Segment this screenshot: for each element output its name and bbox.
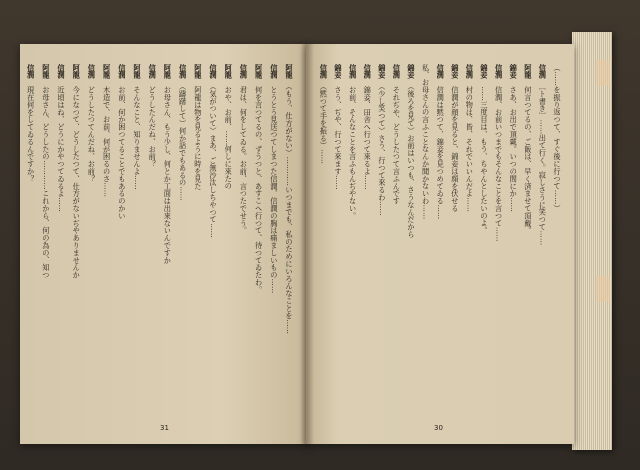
text-column <box>130 64 144 394</box>
speaker-name: 錦妾 <box>377 64 387 79</box>
dialogue-line: ……三度目は、もう、ちやんとしたいのよ。 <box>480 86 489 235</box>
speaker-name: 信潤 <box>465 64 475 79</box>
text-column <box>191 64 205 394</box>
dialogue-line: そんなこと、知りませんよ…… <box>133 86 142 190</box>
speaker-name: 信潤 <box>57 64 66 79</box>
dialogue-line: 錦妾、田舎へ行つて來るよ…… <box>363 86 373 190</box>
text-column <box>54 64 68 394</box>
text-column <box>145 64 159 394</box>
dialogue-line: とうとう見送つてしまつた信潤、信潤の胸は痛ましいもの…… <box>269 86 279 294</box>
text-column <box>115 64 129 394</box>
dialogue-line: さう、ぢや、行つて來ます…… <box>334 86 343 190</box>
dialogue-line: お母さん、もう少し、何とか工面は出來ないんですか <box>163 86 173 264</box>
dialogue-line: どうしたんだね、お前？ <box>148 86 158 168</box>
dialogue-line: （もう、仕方がない）…………いつまでも、私のためにいろんなことを…… <box>285 86 294 335</box>
speaker-name: 信潤 <box>538 64 548 79</box>
dialogue-line: （黙つて手を振る）…… <box>319 86 329 164</box>
dialogue-line: 木造で、お前、何が困るのさ…… <box>102 86 112 198</box>
text-column <box>389 64 403 394</box>
dialogue-line: 〔ト書き〕……出て行く。寂しさうに笑つて…… <box>538 86 548 246</box>
dialogue-line: （……を振り返つて、すぐ後に行つて……） <box>553 64 562 212</box>
dialogue-line: 君は、何をしてゐる。お前、言つたでせう。 <box>239 86 249 235</box>
text-column <box>316 64 330 394</box>
dialogue-line: さあ、お出で頂戴。いつの間にか…… <box>509 86 519 212</box>
speaker-name: 信潤 <box>269 64 279 79</box>
dialogue-line: 村の物は、皆、それでいいんだよ…… <box>465 86 475 212</box>
left-page <box>20 44 310 444</box>
speaker-name: 信潤 <box>392 64 402 79</box>
text-column <box>492 64 506 394</box>
page-edges <box>572 32 612 450</box>
right-page <box>306 44 574 444</box>
text-column <box>39 64 53 394</box>
speaker-name: 信潤 <box>148 64 158 79</box>
dialogue-line: （後ろを見て）お前はいつも、さうなんだから <box>407 86 416 239</box>
speaker-name: 阿龍 <box>193 64 203 79</box>
speaker-name: 信潤 <box>363 64 373 79</box>
text-column <box>267 64 281 394</box>
text-column <box>236 64 250 394</box>
speaker-name: 錦妾 <box>509 64 519 79</box>
text-column <box>448 64 462 394</box>
speaker-name: 信潤 <box>87 64 97 79</box>
speaker-name: 阿龍 <box>41 64 51 79</box>
text-column <box>506 64 520 394</box>
text-column <box>550 64 564 394</box>
text-column <box>69 64 83 394</box>
text-column <box>462 64 476 394</box>
speaker-name: 信潤 <box>209 64 218 79</box>
text-column <box>375 64 389 394</box>
text-column <box>360 64 374 394</box>
speaker-name: 信潤 <box>239 64 249 79</box>
text-column <box>404 64 418 394</box>
dialogue-line: 何を言つてるの、ずうつと、あすこへ行つて、待つてゐたわ。 <box>254 86 264 294</box>
dialogue-line: おや、お前、……何しに來たの <box>224 86 234 190</box>
dialogue-line: 私、お母さんの言ふことなんか聞かないわ…… <box>421 64 431 220</box>
text-column <box>252 64 266 394</box>
text-column <box>282 64 296 394</box>
speaker-name: 信潤 <box>436 64 446 79</box>
text-column <box>419 64 433 394</box>
text-column <box>535 64 549 394</box>
speaker-name: 阿龍 <box>254 64 264 79</box>
dialogue-line: （躊躇して）何か話でもあるの…… <box>178 86 188 201</box>
dialogue-line: 近頃はね、どうにかやつてゐるよ…… <box>57 86 66 212</box>
speaker-name: 阿龍 <box>72 64 82 79</box>
text-column <box>100 64 114 394</box>
speaker-name: 信潤 <box>117 64 127 79</box>
text-column <box>221 64 235 394</box>
speaker-name: 阿龍 <box>133 64 142 79</box>
speaker-name: 信潤 <box>348 64 358 79</box>
text-column <box>521 64 535 394</box>
speaker-name: 錦妾 <box>407 64 416 79</box>
text-column <box>206 64 220 394</box>
dialogue-line: 信潤、お前いつまでもそんなことを言つて…… <box>494 86 504 242</box>
book-gutter <box>300 44 314 444</box>
dialogue-line: それぢや、どうしたつて言ふんです <box>392 86 402 205</box>
page-tab-marker <box>596 60 610 86</box>
page-number-left: 31 <box>160 424 169 432</box>
dialogue-line: 今になつて、どうしたつて、仕方がないぢやありませんか <box>72 86 82 279</box>
dialogue-line: （気がついて）まあ、ご無沙汰しちやつて…… <box>209 86 218 238</box>
text-column <box>160 64 174 394</box>
speaker-name: 信潤 <box>178 64 188 79</box>
text-column <box>176 64 190 394</box>
page-number-right: 30 <box>434 424 443 432</box>
dialogue-line: （少し笑つて）さう、行つて來るわ…… <box>377 86 387 216</box>
dialogue-line: どうしたつてんだね、お前？ <box>87 86 97 183</box>
dialogue-line: お前、そんなことを言ふもんぢやない。 <box>348 86 358 220</box>
speaker-name: 信潤 <box>494 64 504 79</box>
speaker-name: 阿龍 <box>523 64 533 79</box>
speaker-name: 信潤 <box>26 64 36 79</box>
speaker-name: 阿龍 <box>163 64 173 79</box>
dialogue-line: 信潤は黙つて、錦妾を見つめてゐる…… <box>436 86 446 220</box>
text-column <box>331 64 345 394</box>
text-column <box>24 64 38 394</box>
text-column <box>433 64 447 394</box>
speaker-name: 阿龍 <box>224 64 234 79</box>
speaker-name: 錦妾 <box>450 64 460 79</box>
page-tab-marker <box>596 276 610 302</box>
speaker-name: 阿龍 <box>285 64 294 79</box>
dialogue-line: 現在何をしてゐるんですか？ <box>26 86 36 183</box>
dialogue-line: 何言つてるの、ご飯は、早く済ませて頂戴。 <box>523 86 533 235</box>
speaker-name: 阿龍 <box>102 64 112 79</box>
dialogue-line: お母さん、どうしたの…………これから、何の為の、知つ <box>41 86 51 279</box>
text-column <box>84 64 98 394</box>
text-column <box>477 64 491 394</box>
speaker-name: 錦妾 <box>334 64 343 79</box>
speaker-name: 信潤 <box>319 64 329 79</box>
speaker-name: 錦妾 <box>480 64 489 79</box>
text-column <box>346 64 360 394</box>
dialogue-line: 阿龍は物を見るように時を見た <box>193 86 203 190</box>
dialogue-line: 信潤が顔を見ると、錦妾は顔を伏せる <box>450 86 460 213</box>
dialogue-line: お前、何か困つてることでもあるのかい <box>117 86 127 220</box>
